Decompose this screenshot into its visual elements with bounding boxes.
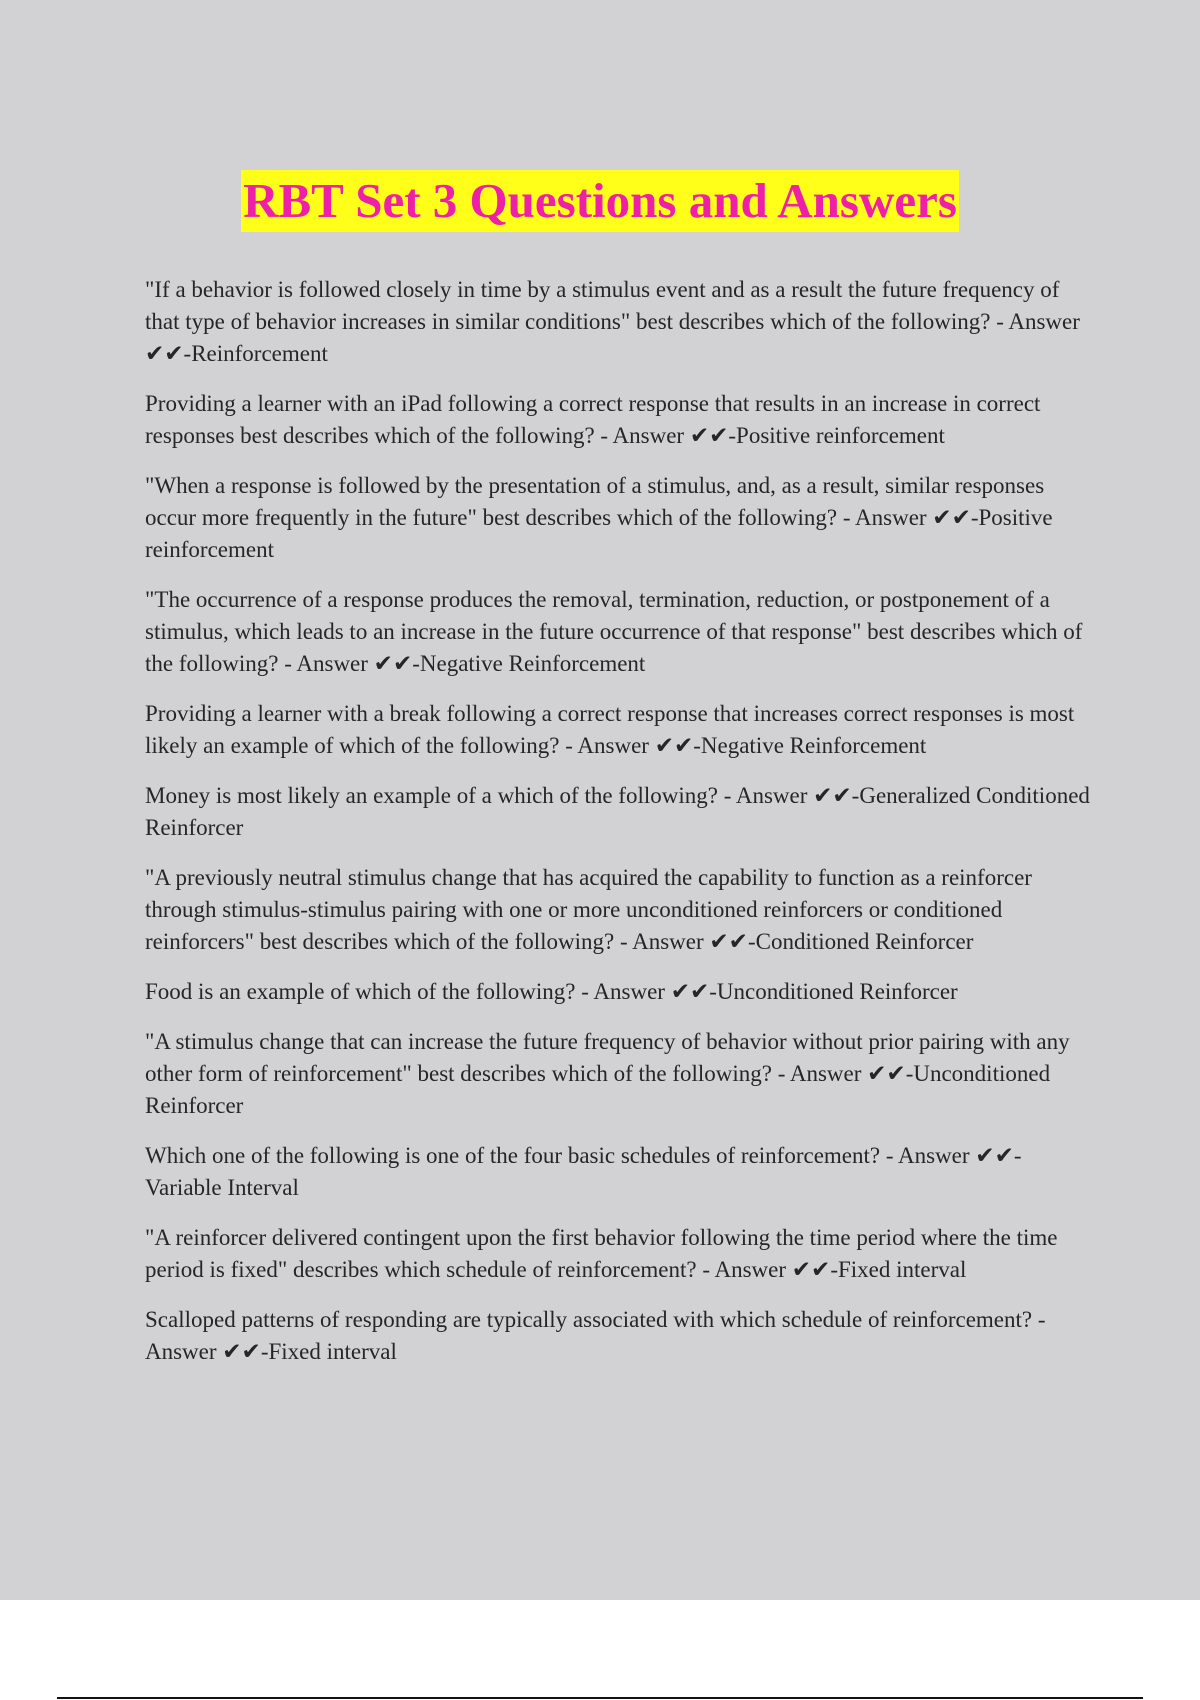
qa-item: Providing a learner with an iPad following a correct response that results in an increase in correct responses best describes which of the following? - Answer ✔✔-Positive reinforcement <box>145 391 1041 448</box>
title-wrapper <box>0 170 1200 232</box>
qa-item: "A reinforcer delivered contingent upon the first behavior following the time period where the time period is fixed" describes which schedule of reinforcement? - Answer ✔✔-Fixed interval <box>145 1225 1058 1282</box>
qa-item: "A previously neutral stimulus change that has acquired the capability to function as a reinforcer through stimulus-stimulus pairing with one or more unconditioned reinforcers or conditioned reinforcers" best describes which of the following? - Answer ✔✔-Conditioned Reinforcer <box>145 865 1032 954</box>
qa-list <box>145 274 1090 1386</box>
page-footer-area <box>0 1600 1200 1700</box>
qa-item: Money is most likely an example of a which of the following? - Answer ✔✔-Generalized Conditioned Reinforcer <box>145 783 1090 840</box>
qa-item: Providing a learner with a break following a correct response that increases correct responses is most likely an example of which of the following? - Answer ✔✔-Negative Reinforcement <box>145 701 1075 758</box>
footer-divider <box>57 1697 1143 1699</box>
qa-item: "The occurrence of a response produces the removal, termination, reduction, or postponement of a stimulus, which leads to an increase in the future occurrence of that response" best describes which of the following? - Answer ✔✔-Negative Reinforcement <box>145 587 1083 676</box>
qa-item: "A stimulus change that can increase the future frequency of behavior without prior pairing with any other form of reinforcement" best describes which of the following? - Answer ✔✔-Unconditioned Reinforcer <box>145 1029 1070 1118</box>
qa-item: Scalloped patterns of responding are typically associated with which schedule of reinforcement? - Answer ✔✔-Fixed interval <box>145 1307 1046 1364</box>
qa-item: Food is an example of which of the following? - Answer ✔✔-Unconditioned Reinforcer <box>145 979 958 1004</box>
qa-item: Which one of the following is one of the four basic schedules of reinforcement? - Answer ✔✔-Variable Interval <box>145 1143 1022 1200</box>
document-title: RBT Set 3 Questions and Answers <box>241 170 959 232</box>
qa-item: "When a response is followed by the presentation of a stimulus, and, as a result, similar responses occur more frequently in the future" best describes which of the following? - Answer ✔✔-Positive reinforcement <box>145 473 1053 562</box>
qa-item: "If a behavior is followed closely in time by a stimulus event and as a result the future frequency of that type of behavior increases in similar conditions" best describes which of the following? - Answer ✔✔-Reinforcement <box>145 277 1080 366</box>
